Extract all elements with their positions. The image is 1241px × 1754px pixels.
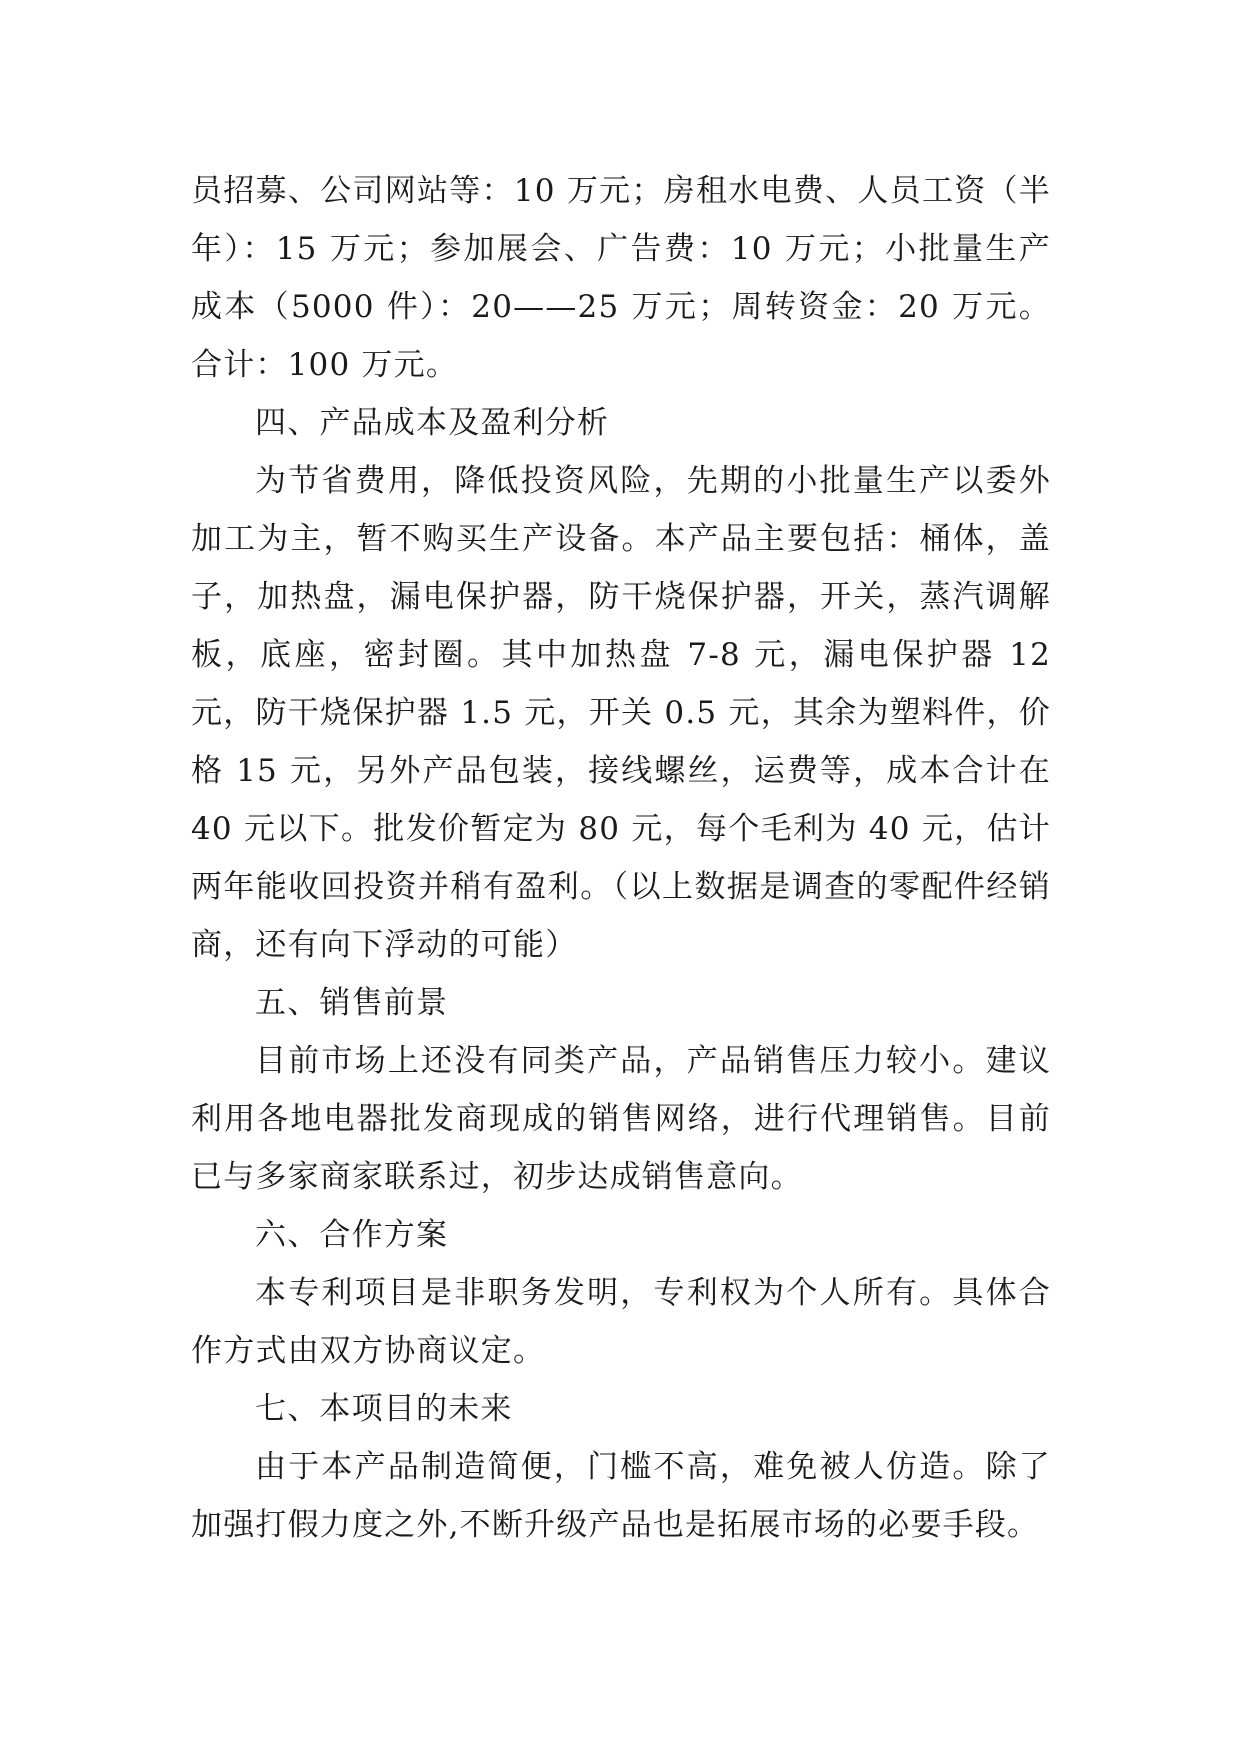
paragraph-cost-profit: 为节省费用，降低投资风险，先期的小批量生产以委外加工为主，暂不购买生产设备。本产品主要包括：桶体，盖子，加热盘，漏电保护器，防干烧保护器，开关，蒸汽调解板，底座，密封圈。其中加热盘 7-8 元，漏电保护器 12 元，防干烧保护器 1.5 元，开关 0.5 元，其余为塑料件，价格 15 元，另外产品包装，接线螺丝，运费等，成本合计在 40 元以下。批发价暂定为 80 元，每个毛利为 40 元，估计两年能收回投资并稍有盈利。（以上数据是调查的零配件经销商，还有向下浮动的可能） (191, 463, 1051, 963)
paragraph-sales-prospects: 目前市场上还没有同类产品，产品销售压力较小。建议利用各地电器批发商现成的销售网络，进行代理销售。目前已与多家商家联系过，初步达成销售意向。 (191, 1043, 1051, 1195)
heading-project-future: 七、本项目的未来 (255, 1391, 513, 1427)
heading-cooperation-plan: 六、合作方案 (255, 1217, 449, 1253)
heading-sales-prospects: 五、销售前景 (255, 985, 449, 1021)
paragraph-budget-continued: 员招募、公司网站等：10 万元；房租水电费、人员工资（半年）：15 万元；参加展会、广告费：10 万元；小批量生产成本（5000 件）：20——25 万元；周转资金：20 万元。合计：100 万元。 (191, 173, 1051, 383)
paragraph-cooperation-plan: 本专利项目是非职务发明，专利权为个人所有。具体合作方式由双方协商议定。 (191, 1275, 1051, 1369)
heading-cost-profit-analysis: 四、产品成本及盈利分析 (255, 405, 610, 441)
document-body (191, 162, 1051, 1554)
paragraph-project-future: 由于本产品制造简便，门槛不高，难免被人仿造。除了加强打假力度之外,不断升级产品也是拓展市场的必要手段。 (191, 1449, 1051, 1543)
